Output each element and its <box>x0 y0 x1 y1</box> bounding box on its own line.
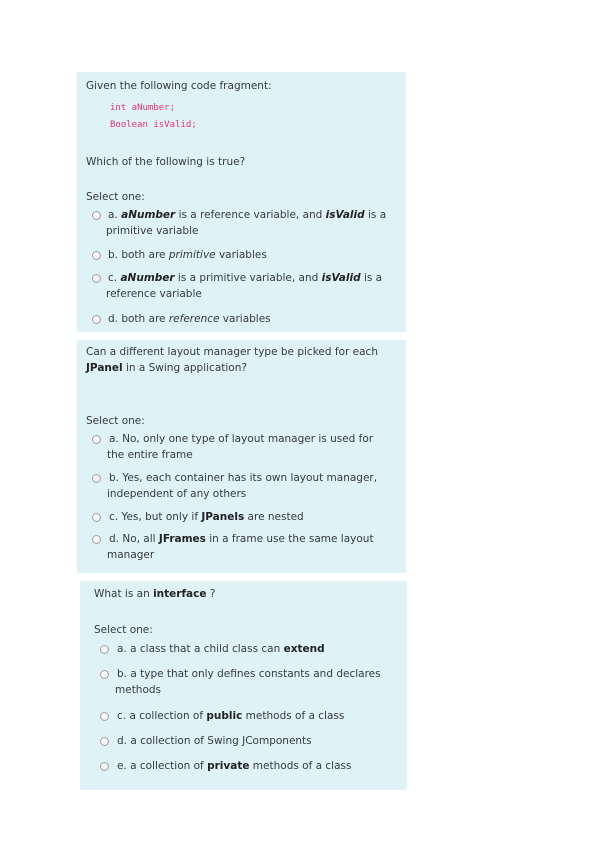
q3-option-b-line1: b. a type that only defines constants and declares <box>117 668 381 680</box>
q1-option-c-var1: aNumber <box>120 272 175 284</box>
q3-option-a-label: a. a class that a child class can extend <box>117 643 325 655</box>
q2-option-a-radio[interactable] <box>92 435 101 444</box>
q2-option-c-radio[interactable] <box>92 513 101 522</box>
q1-option-a-var1: aNumber <box>121 209 176 221</box>
question-card-1 <box>77 72 406 332</box>
q3-option-c-label: c. a collection of public methods of a class <box>117 710 345 722</box>
q3-option-c-radio[interactable] <box>100 712 109 721</box>
q3-select-label: Select one: <box>94 624 153 636</box>
q2-option-c-label: c. Yes, but only if JPanels are nested <box>109 511 304 523</box>
q1-option-c-line2: reference variable <box>106 288 202 300</box>
q1-code-line-2: Boolean isValid; <box>110 120 197 130</box>
q3-option-d-radio[interactable] <box>100 737 109 746</box>
q3-option-d-label: d. a collection of Swing JComponents <box>117 735 312 747</box>
q1-option-b-radio[interactable] <box>92 251 101 260</box>
q3-option-a-radio[interactable] <box>100 645 109 654</box>
q1-question: Which of the following is true? <box>86 156 246 168</box>
q3-option-e-label: e. a collection of private methods of a class <box>117 760 352 772</box>
q2-option-d-line2: manager <box>107 549 155 561</box>
q1-prompt: Given the following code fragment: <box>86 80 272 92</box>
q1-option-c-var2: isValid <box>321 272 361 284</box>
q2-option-b-radio[interactable] <box>92 474 101 483</box>
question-card-3 <box>80 581 407 790</box>
q2-option-b-line1: b. Yes, each container has its own layout manager, <box>109 472 378 484</box>
q1-option-d-label: d. both are reference variables <box>108 313 271 325</box>
q1-option-a-var2: isValid <box>325 209 365 221</box>
q2-question-line2: JPanel in a Swing application? <box>86 362 247 374</box>
q1-option-a-radio[interactable] <box>92 211 101 220</box>
q2-option-b-line2: independent of any others <box>107 488 247 500</box>
q2-option-a-line1: a. No, only one type of layout manager is used for <box>109 433 374 445</box>
q3-option-e-radio[interactable] <box>100 762 109 771</box>
q3-option-b-radio[interactable] <box>100 670 109 679</box>
q2-option-a-line2: the entire frame <box>107 449 193 461</box>
q2-question-line1: Can a different layout manager type be picked for each <box>86 346 378 358</box>
q2-select-label: Select one: <box>86 415 145 427</box>
q2-option-d-line1: d. No, all JFrames in a frame use the same layout <box>109 533 374 545</box>
q1-option-a-line2: primitive variable <box>106 225 199 237</box>
q1-select-label: Select one: <box>86 191 145 203</box>
q1-option-c-radio[interactable] <box>92 274 101 283</box>
q3-option-b-line2: methods <box>115 684 162 696</box>
question-card-2 <box>77 340 406 573</box>
q1-option-d-radio[interactable] <box>92 315 101 324</box>
q1-option-b-label: b. both are primitive variables <box>108 249 267 261</box>
q1-option-a-line1: a. aNumber is a reference variable, and isValid is a <box>108 209 387 221</box>
q2-option-d-radio[interactable] <box>92 535 101 544</box>
q1-code-line-1: int aNumber; <box>110 103 176 113</box>
q1-option-c-line1: c. aNumber is a primitive variable, and isValid is a <box>108 272 383 284</box>
q3-question: What is an interface ? <box>94 588 216 600</box>
